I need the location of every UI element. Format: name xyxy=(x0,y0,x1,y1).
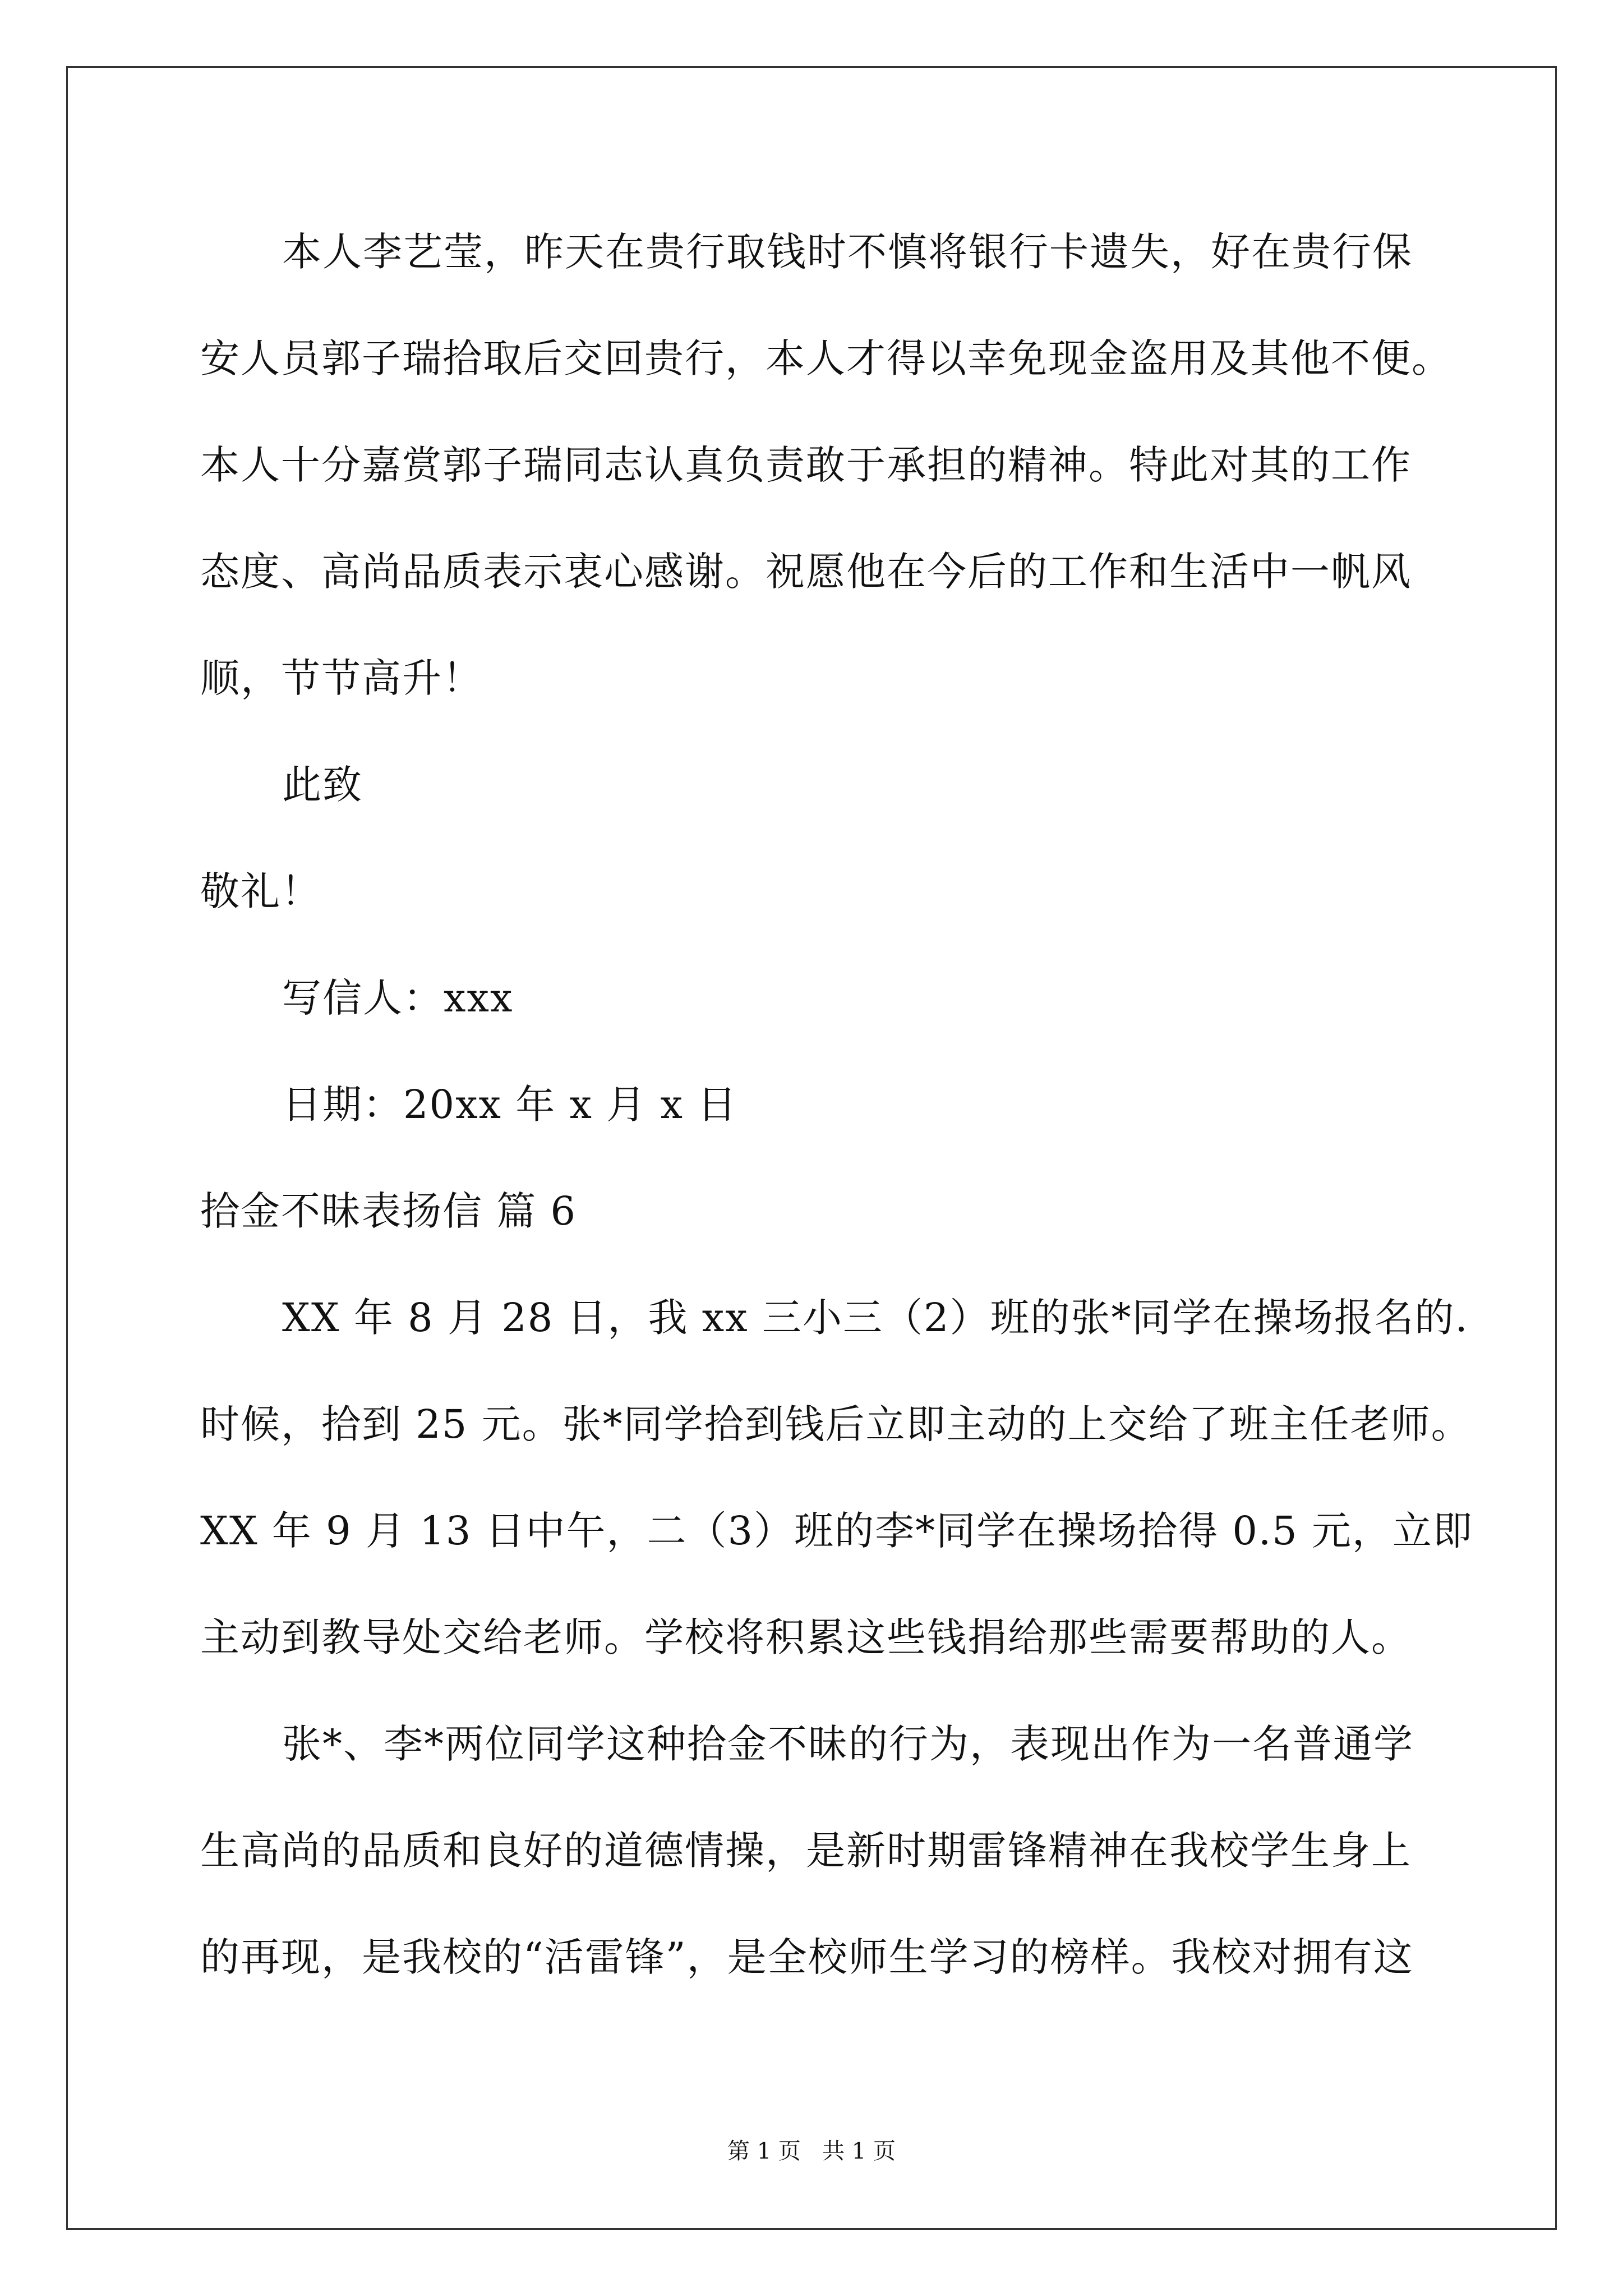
date-line: 日期：20xx 年 x 月 x 日 xyxy=(282,1082,738,1128)
writer-line: 写信人：xxx xyxy=(282,975,514,1021)
salute-text: 敬礼！ xyxy=(200,868,321,914)
paragraph-line: 生高尚的品质和良好的道德情操，是新时期雷锋精神在我校学生身上 xyxy=(200,1828,1412,1874)
paragraph-line: 主动到教导处交给老师。学校将积累这些钱捐给那些需要帮助的人。 xyxy=(200,1614,1412,1660)
paragraph-line: 的再现，是我校的“活雷锋”，是全校师生学习的榜样。我校对拥有这 xyxy=(200,1934,1414,1980)
section-title: 拾金不昧表扬信 篇 6 xyxy=(200,1188,577,1234)
paragraph-line: XX 年 8 月 28 日，我 xx 三小三（2）班的张*同学在操场报名的. xyxy=(282,1295,1469,1341)
body-line: 态度、高尚品质表示衷心感谢。祝愿他在今后的工作和生活中一帆风 xyxy=(200,549,1412,595)
page-border xyxy=(66,66,1557,2230)
closing-text: 此致 xyxy=(282,762,363,808)
paragraph-line: 张*、李*两位同学这种拾金不昧的行为，表现出作为一名普通学 xyxy=(282,1721,1414,1767)
body-line: 本人十分嘉赏郭子瑞同志认真负责敢于承担的精神。特此对其的工作 xyxy=(200,442,1412,488)
body-line: 安人员郭子瑞拾取后交回贵行，本人才得以幸免现金盗用及其他不便。 xyxy=(200,335,1452,381)
page-footer: 第 1 页 共 1 页 xyxy=(727,2138,896,2164)
body-line: 顺，节节高升！ xyxy=(200,655,483,701)
body-line: 本人李艺莹，昨天在贵行取钱时不慎将银行卡遗失，好在贵行保 xyxy=(282,229,1413,275)
paragraph-line: 时候，拾到 25 元。张*同学拾到钱后立即主动的上交给了班主任老师。 xyxy=(200,1401,1472,1447)
paragraph-line: XX 年 9 月 13 日中午，二（3）班的李*同学在操场拾得 0.5 元，立即 xyxy=(200,1508,1473,1554)
